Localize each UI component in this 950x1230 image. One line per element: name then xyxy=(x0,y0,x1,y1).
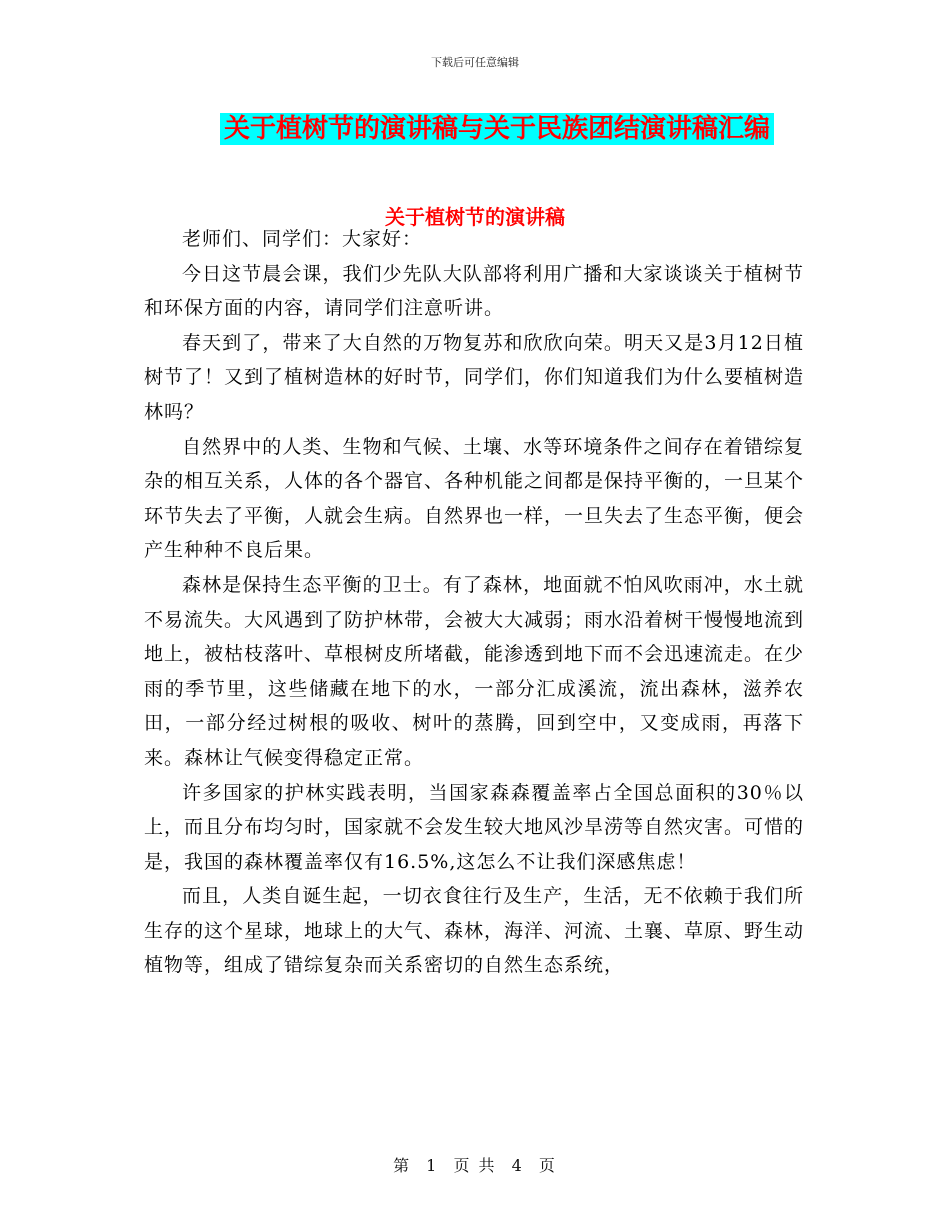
main-title xyxy=(0,113,950,145)
paragraph: 而且，人类自诞生起，一切衣食往行及生产，生活，无不依赖于我们所生存的这个星球，地球上的大气、森林，海洋、河流、土襄、草原、野生动植物等，组成了错综复杂而关系密切的自然生态系统， xyxy=(144,885,805,977)
paragraph: 春天到了，带来了大自然的万物复苏和欣欣向荣。明天又是3月12日植树节了！又到了植树造林的好时节，同学们，你们知道我们为什么要植树造林吗？ xyxy=(144,331,805,423)
body-text xyxy=(144,222,804,983)
header-note: 下载后可任意编辑 xyxy=(431,56,519,69)
footer-suffix: 页 xyxy=(538,1156,557,1175)
footer-total-pages: 4 xyxy=(511,1156,524,1175)
footer-middle: 页 共 xyxy=(453,1156,497,1175)
paragraph: 许多国家的护林实践表明，当国家森森覆盖率占全国总面积的30％以上，而且分布均匀时，国家就不会发生较大地风沙旱涝等自然灾害。可惜的是，我国的森林覆盖率仅有16.5%,这怎么不让我们深感焦虑！ xyxy=(144,781,805,873)
paragraph: 自然界中的人类、生物和气候、土壤、水等环境条件之间存在着错综复杂的相互关系，人体的各个器官、各种机能之间都是保持平衡的，一旦某个环节失去了平衡，人就会生病。自然界也一样，一旦失去了生态平衡，便会产生种种不良后果。 xyxy=(144,435,805,562)
paragraph: 今日这节晨会课，我们少先队大队部将利用广播和大家谈谈关于植树节和环保方面的内容，请同学们注意听讲。 xyxy=(144,262,804,320)
paragraph-greeting: 老师们、同学们：大家好： xyxy=(182,228,423,250)
paragraph: 森林是保持生态平衡的卫士。有了森林，地面就不怕风吹雨冲，水土就不易流失。大风遇到了防护林带，会被大大减弱；雨水沿着树干慢慢地流到地上，被枯枝落叶、草根树皮所堵截，能渗透到地下而不会迅速流走。在少雨的季节里，这些储藏在地下的水，一部分汇成溪流，流出森林，滋养农田，一部分经过树根的吸收、树叶的蒸腾，回到空中，又变成雨，再落下来。森林让气候变得稳定正常。 xyxy=(144,573,805,769)
footer-page-number: 1 xyxy=(426,1156,439,1175)
section-title: 关于植树节的演讲稿 xyxy=(385,205,565,229)
main-title-text: 关于植树节的演讲稿与关于民族团结演讲稿汇编 xyxy=(220,113,774,145)
page-footer xyxy=(0,1153,950,1176)
footer-prefix: 第 xyxy=(393,1156,412,1175)
